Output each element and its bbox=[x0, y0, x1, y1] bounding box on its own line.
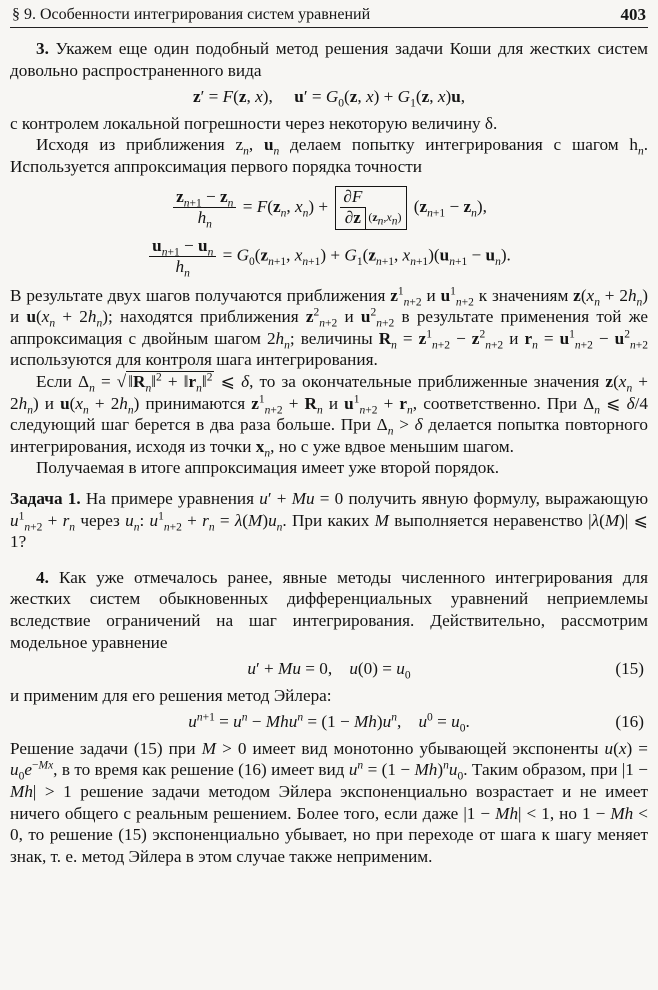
paragraph-6: Если $\Delta_n$ = √ $‖R_n‖^2$ + $‖r_n‖^2$ ⩽ δ, то за окончательные приближенные значения $z(x_n + 2h_n)$ и $u(x_n + 2h_n)$ принимаются $z^1_{n+2} + R_n$ и $u^1_{n+2} + r_n$, соответственно. При $\Delta_n$ ⩽ δ/4 следующий шаг берется в два раза больше. При $\Delta_n > \delta$ делается попытка повторного интегрирования, исходя из точки $x_n$, но с уже вдвое меньшим шагом. bbox=[10, 371, 648, 460]
paragraph-10: Решение задачи (15) при M > 0 имеет вид монотонно убывающей экспоненты $u(x) = u_0e^{-Mx}$, в то время как решение (16) имеет вид $u^n = (1 - Mh)^nu_0$. Таким образом, при |1 − Mh| > 1 решение задачи методом Эйлера экспоненциально возрастает и не имеет ничего общего с реальным решением. Более того, если даже |1 − Mh| < 1, но 1 − Mh < 0, то решение (15) экспоненциально убывает, но при переходе от шага к шагу меняет знак, т. е. метод Эйлера в этом случае также неприменим. bbox=[10, 738, 648, 866]
equation-16: $u^{n+1} = u^n - Mhu^n = (1 - Mh)u^n$, $u^0 = u_0$. (16) bbox=[188, 711, 644, 735]
paragraph-4: Исходя из приближения $z_n$, $u_n$ делаем попытку интегрирования с шагом $h_n$. Используется аппроксимация первого порядка точности bbox=[10, 135, 649, 176]
paragraph-8: 4. Как уже отмечалось ранее, явные методы численного интегрирования для жестких систем обыкновенных дифференциальных уравнений неприемлемы вследствие ограничений на шаг интегрирования. Действительно, рассмотрим модельное уравнение bbox=[10, 567, 648, 652]
section-title: § 9. Особенности интегрирования систем уравнений bbox=[12, 6, 371, 24]
equation-number-15: (15) bbox=[615, 659, 644, 679]
paragraph-5: В результате двух шагов получаются приближения $z^1_{n+2}$ и $u^1_{n+2}$ к значениям $z(x_n + 2h_n)$ и $u(x_n + 2h_n)$; находятся приближения $z^2_{n+2}$ и $u^2_{n+2}$ в результате применения той же аппроксимация с двойным шагом $2h_n$; величины $R_n = z^1_{n+2} - z^2_{n+2}$ и $r_n = u^1_{n+2} - u^2_{n+2}$ используются для контроля шага интегрирования. bbox=[10, 284, 649, 370]
equation-z-step: $\frac{z_{n+1} - z_n}{h_n}$ = $F(z_n$, $x_n$) + $\frac{\partial F}{\partial z}$ $(z_n,x_n) (z_{n+1} - z_n)$, bbox=[10, 186, 648, 230]
paragraph-9: и применим для его решения метод Эйлера: bbox=[10, 685, 332, 705]
paragraph-3-cont: с контролем локальной погрешности через некоторую величину δ. bbox=[10, 113, 498, 133]
equation-number-16: (16) bbox=[615, 712, 644, 732]
running-header bbox=[10, 4, 648, 28]
equation-system: z′ = F(z, x), $u' = G_0(z$, $x) + G_1(z$, x)u, bbox=[192, 87, 466, 110]
paragraph-7: Получаемая в итоге аппроксимация имеет уже второй порядок. bbox=[36, 458, 500, 478]
page-number: 403 bbox=[620, 5, 646, 25]
paragraph-3: 3. Укажем еще один подобный метод решения задачи Коши для жестких систем довольно распространенного вида bbox=[10, 39, 648, 80]
equation-15: u′ + Mu = 0, $u(0) = u_0$ (15) bbox=[247, 659, 644, 682]
task-1: Задача 1. На примере уравнения u′ + Mu = 0 получить явную формулу, выражающую $u^1_{n+2} + r_n$ через $u_n$: $u^1_{n+2} + r_n = \lambda(M)u_n$. При каких M выполняется неравенство |λ(M)| ⩽ 1? bbox=[10, 488, 649, 552]
equation-u-step: $\frac{u_{n+1} - u_n}{h_n}$ = $G_0(z_{n+1}$, $x_{n+1}) + G_1(z_{n+1}$, $x_{n+1})(u_{n+1} - u_n)$. bbox=[10, 236, 648, 277]
